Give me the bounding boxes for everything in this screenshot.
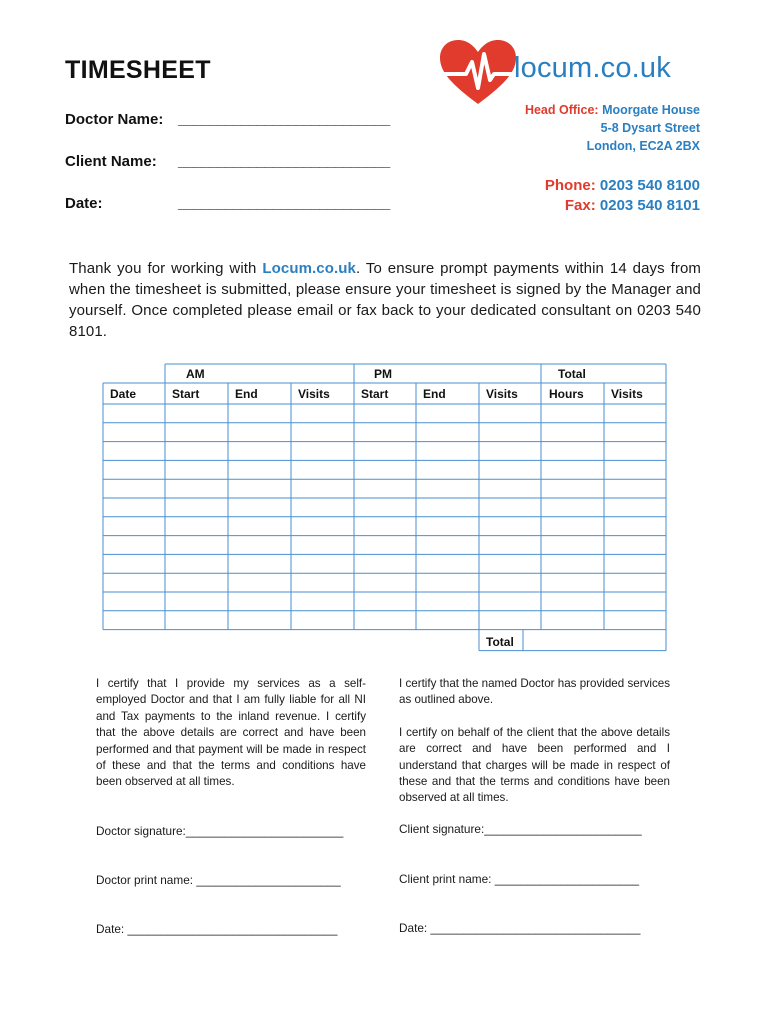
cell-total-hours[interactable] — [542, 480, 603, 497]
cell-total-visits[interactable] — [605, 480, 665, 497]
cell-pm-end[interactable] — [417, 574, 478, 591]
cell-pm-visits[interactable] — [480, 443, 540, 460]
locum-logo — [438, 40, 703, 108]
client-signature-field[interactable]: Client signature:________________________ — [399, 822, 642, 836]
cell-am-start[interactable] — [166, 574, 227, 591]
cell-date[interactable] — [104, 480, 164, 497]
cell-am-visits[interactable] — [292, 480, 353, 497]
cell-am-end[interactable] — [229, 612, 290, 629]
cell-total-visits[interactable] — [605, 593, 665, 610]
cell-pm-end[interactable] — [417, 461, 478, 478]
cell-total-hours[interactable] — [542, 461, 603, 478]
cell-am-start[interactable] — [166, 499, 227, 516]
cell-am-start[interactable] — [166, 537, 227, 554]
cell-total-hours[interactable] — [542, 443, 603, 460]
cell-am-start[interactable] — [166, 405, 227, 422]
am-header: AM — [186, 367, 205, 381]
cell-pm-start[interactable] — [355, 612, 415, 629]
cell-date[interactable] — [104, 518, 164, 535]
intro-brand: Locum.co.uk — [262, 260, 356, 277]
contact-block — [545, 176, 700, 216]
cell-am-visits[interactable] — [292, 574, 353, 591]
cell-pm-visits[interactable] — [480, 405, 540, 422]
cell-am-end[interactable] — [229, 424, 290, 441]
cell-am-end[interactable] — [229, 555, 290, 572]
cell-am-visits[interactable] — [292, 443, 353, 460]
cell-pm-start[interactable] — [355, 480, 415, 497]
cell-pm-visits[interactable] — [480, 518, 540, 535]
cell-am-start[interactable] — [166, 461, 227, 478]
cell-am-start[interactable] — [166, 443, 227, 460]
cell-date[interactable] — [104, 574, 164, 591]
cell-total-visits[interactable] — [605, 499, 665, 516]
cell-date[interactable] — [104, 499, 164, 516]
phone-label: Phone: — [544, 177, 596, 194]
cell-am-visits[interactable] — [292, 518, 353, 535]
cell-am-start[interactable] — [166, 480, 227, 497]
cell-pm-start[interactable] — [355, 443, 415, 460]
cell-pm-start[interactable] — [355, 574, 415, 591]
cell-pm-end[interactable] — [417, 443, 478, 460]
cell-pm-start[interactable] — [355, 518, 415, 535]
cell-total-visits[interactable] — [605, 461, 665, 478]
total-value-cell[interactable] — [524, 631, 665, 650]
cell-am-visits[interactable] — [292, 593, 353, 610]
office-line1: Moorgate House — [602, 103, 700, 117]
cell-pm-end[interactable] — [417, 593, 478, 610]
cell-pm-end[interactable] — [417, 555, 478, 572]
cell-total-visits[interactable] — [605, 518, 665, 535]
pm-header: PM — [374, 367, 392, 381]
doctor-date-field[interactable]: Date: ________________________________ — [96, 922, 338, 936]
cell-pm-start[interactable] — [355, 405, 415, 422]
cell-am-visits[interactable] — [292, 461, 353, 478]
cell-pm-start[interactable] — [355, 499, 415, 516]
cell-pm-visits[interactable] — [480, 537, 540, 554]
cell-total-visits[interactable] — [605, 612, 665, 629]
cell-total-hours[interactable] — [542, 574, 603, 591]
total-group-header: Total — [558, 367, 586, 381]
cell-pm-start[interactable] — [355, 593, 415, 610]
doctor-certification-text: I certify that I provide my services as a self-employed Doctor and that I am fully liable for all NI and Tax payments to the inland revenue. I certify that the above details are correct and have been performed and that payment will be made in respect of these and that the terms and conditions have been observed at all times. — [96, 677, 366, 789]
office-label: Head Office: — [524, 103, 599, 117]
cell-pm-end[interactable] — [417, 612, 478, 629]
cell-total-hours[interactable] — [542, 537, 603, 554]
cell-total-visits[interactable] — [605, 424, 665, 441]
col-date: Date — [110, 387, 137, 401]
doctor-name-field[interactable]: ___________________________ — [178, 111, 390, 128]
cell-am-end[interactable] — [229, 574, 290, 591]
cell-total-hours[interactable] — [542, 499, 603, 516]
doctor-signature-field[interactable]: Doctor signature:________________________ — [96, 824, 344, 838]
cell-am-end[interactable] — [229, 499, 290, 516]
cell-pm-visits[interactable] — [480, 612, 540, 629]
client-name-field[interactable]: ___________________________ — [178, 153, 390, 170]
cell-am-end[interactable] — [229, 518, 290, 535]
cell-total-hours[interactable] — [542, 405, 603, 422]
client-certification-text-2: I certify on behalf of the client that the above details are correct and have been performed and I understand that charges will be made in respect of these and that the terms and conditions have been observed at all times. — [399, 725, 670, 805]
cell-date[interactable] — [104, 612, 164, 629]
doctor-certification — [96, 676, 366, 807]
cell-date[interactable] — [104, 443, 164, 460]
col-am-end: End — [235, 387, 258, 401]
cell-pm-end[interactable] — [417, 518, 478, 535]
office-address — [525, 101, 700, 155]
cell-date[interactable] — [104, 461, 164, 478]
cell-total-hours[interactable] — [542, 612, 603, 629]
cell-pm-end[interactable] — [417, 405, 478, 422]
logo-text: locum.co.uk — [514, 52, 671, 84]
cell-am-start[interactable] — [166, 612, 227, 629]
cell-am-visits[interactable] — [292, 499, 353, 516]
cell-pm-start[interactable] — [355, 537, 415, 554]
client-date-field[interactable]: Date: ________________________________ — [399, 921, 641, 935]
cell-pm-start[interactable] — [355, 424, 415, 441]
client-certification-text-1: I certify that the named Doctor has provided services as outlined above. — [399, 677, 670, 707]
cell-date[interactable] — [104, 537, 164, 554]
intro-before: Thank you for working with — [69, 260, 263, 277]
cell-am-end[interactable] — [229, 443, 290, 460]
office-line2: 5-8 Dysart Street — [600, 121, 700, 135]
cell-am-visits[interactable] — [292, 424, 353, 441]
cell-am-start[interactable] — [166, 593, 227, 610]
cell-am-start[interactable] — [166, 518, 227, 535]
cell-pm-start[interactable] — [355, 555, 415, 572]
date-label: Date: — [65, 195, 103, 212]
cell-date[interactable] — [104, 555, 164, 572]
client-print-name-field[interactable]: Client print name: ______________________ — [399, 872, 640, 886]
date-field[interactable]: ___________________________ — [178, 195, 390, 212]
cell-am-start[interactable] — [166, 424, 227, 441]
doctor-print-name-field[interactable]: Doctor print name: ______________________ — [96, 873, 341, 887]
col-pm-end: End — [423, 387, 446, 401]
cell-pm-end[interactable] — [417, 480, 478, 497]
cell-pm-end[interactable] — [417, 537, 478, 554]
cell-total-visits[interactable] — [605, 555, 665, 572]
col-total-hours: Hours — [549, 387, 584, 401]
cell-total-hours[interactable] — [542, 555, 603, 572]
cell-total-visits[interactable] — [605, 574, 665, 591]
intro-paragraph — [69, 258, 701, 342]
cell-pm-visits[interactable] — [480, 555, 540, 572]
page-title: TIMESHEET — [65, 56, 211, 84]
cell-am-end[interactable] — [229, 405, 290, 422]
cell-pm-visits[interactable] — [480, 499, 540, 516]
cell-date[interactable] — [104, 405, 164, 422]
cell-am-visits[interactable] — [292, 612, 353, 629]
heart-pulse-icon — [438, 40, 518, 106]
col-am-visits: Visits — [298, 387, 330, 401]
cell-date[interactable] — [104, 593, 164, 610]
col-total-visits: Visits — [611, 387, 643, 401]
cell-am-end[interactable] — [229, 537, 290, 554]
cell-pm-end[interactable] — [417, 499, 478, 516]
cell-am-start[interactable] — [166, 555, 227, 572]
doctor-name-label: Doctor Name: — [65, 111, 164, 128]
col-pm-visits: Visits — [486, 387, 518, 401]
cell-pm-visits[interactable] — [480, 574, 540, 591]
intro-after: . To ensure prompt payments within 14 days from when the timesheet is submitted, please ensure your timesheet is signed by the Manager and yourself. Once completed please email or fax back to your dedicated consultant on 0203 540 8101. — [69, 260, 702, 340]
client-certification — [399, 676, 670, 823]
client-name-label: Client Name: — [65, 153, 157, 170]
cell-am-visits[interactable] — [292, 537, 353, 554]
cell-am-end[interactable] — [229, 461, 290, 478]
cell-total-hours[interactable] — [542, 518, 603, 535]
cell-total-visits[interactable] — [605, 405, 665, 422]
cell-pm-start[interactable] — [355, 461, 415, 478]
cell-pm-visits[interactable] — [480, 480, 540, 497]
cell-am-visits[interactable] — [292, 555, 353, 572]
cell-am-end[interactable] — [229, 593, 290, 610]
total-label: Total — [486, 635, 514, 649]
cell-am-end[interactable] — [229, 480, 290, 497]
cell-am-visits[interactable] — [292, 405, 353, 422]
col-pm-start: Start — [361, 387, 389, 401]
cell-total-hours[interactable] — [542, 424, 603, 441]
cell-pm-visits[interactable] — [480, 424, 540, 441]
col-am-start: Start — [172, 387, 200, 401]
fax-label: Fax: — [564, 197, 596, 214]
office-line3: London, EC2A 2BX — [586, 139, 700, 153]
cell-date[interactable] — [104, 424, 164, 441]
phone-number: 0203 540 8100 — [599, 177, 700, 194]
cell-pm-visits[interactable] — [480, 461, 540, 478]
cell-pm-visits[interactable] — [480, 593, 540, 610]
cell-total-hours[interactable] — [542, 593, 603, 610]
cell-total-visits[interactable] — [605, 443, 665, 460]
fax-number: 0203 540 8101 — [599, 197, 700, 214]
cell-pm-end[interactable] — [417, 424, 478, 441]
cell-total-visits[interactable] — [605, 537, 665, 554]
